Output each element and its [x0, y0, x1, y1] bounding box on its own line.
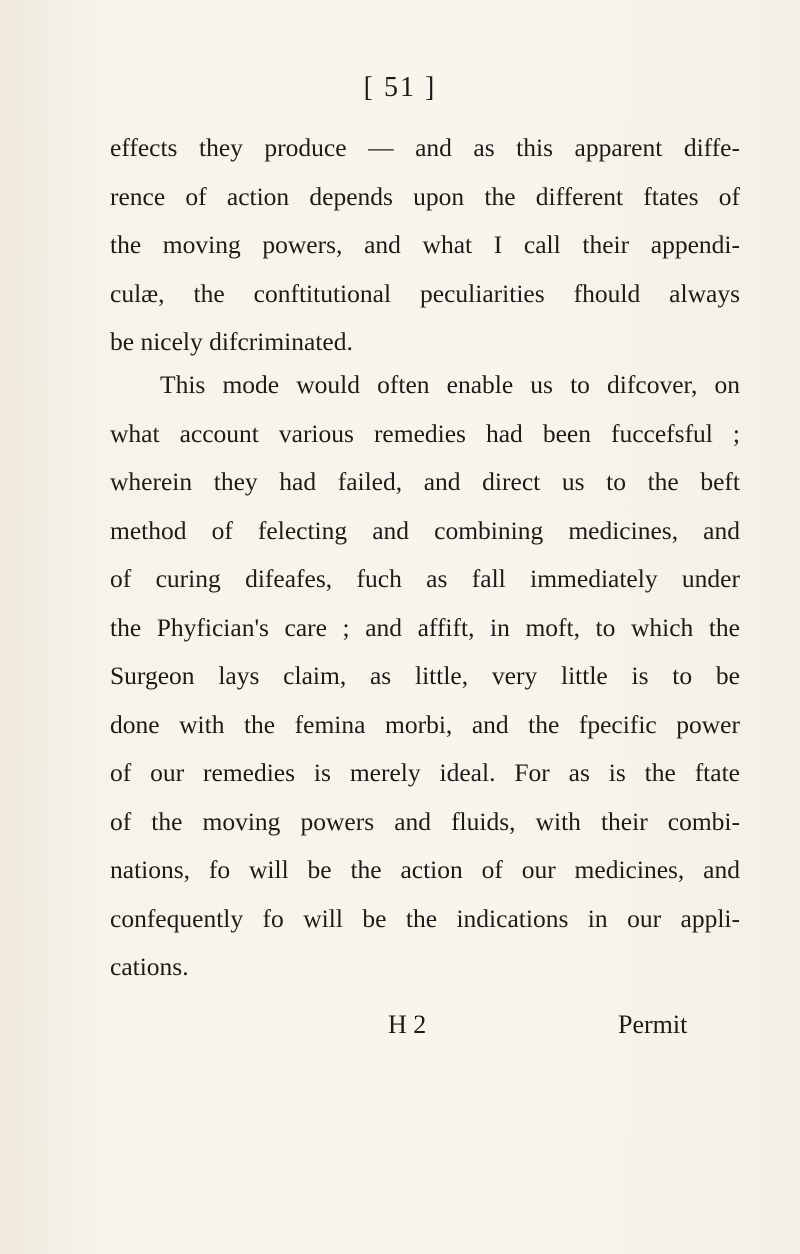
text-line: done with the femina morbi, and the fpecific power — [110, 709, 740, 739]
text-line: Surgeon lays claim, as little, very little is to be — [110, 661, 740, 690]
text-line: the Phyfician's care ; and affift, in moft, to which the — [110, 612, 740, 642]
text-line: rence of action depends upon the different ftates of — [110, 181, 740, 211]
text-line: nations, fo will be the action of our medicines, and — [110, 855, 740, 884]
text-line: of our remedies is merely ideal. For as is the ftate — [110, 758, 740, 787]
page-number: [ 51 ] — [363, 72, 437, 103]
text-line: This mode would often enable us to difcover, on — [160, 370, 740, 399]
paragraph-1 — [110, 124, 740, 367]
text-line: confequently fo will be the indications in our appli- — [110, 903, 740, 933]
text-line: culæ, the conftitutional peculiarities fhould always — [110, 278, 740, 308]
text-line: effects they produce — and as this apparent diffe- — [110, 133, 740, 162]
text-line: the moving powers, and what I call their appendi- — [110, 230, 740, 259]
text-line: method of felecting and combining medicines, and — [110, 515, 740, 545]
text-line: be nicely difcriminated. — [110, 327, 353, 356]
catchword: Permit — [618, 1010, 688, 1039]
signature-mark: H 2 — [388, 1010, 427, 1039]
text-line: cations. — [110, 952, 189, 981]
text-line: what account various remedies had been fuccefsful ; — [110, 418, 740, 448]
paragraph-2 — [110, 361, 740, 992]
text-line: of curing difeafes, fuch as fall immediately under — [110, 564, 740, 593]
text-line: of the moving powers and fluids, with their combi- — [110, 806, 740, 836]
text-line: wherein they had failed, and direct us to the beft — [110, 467, 740, 496]
